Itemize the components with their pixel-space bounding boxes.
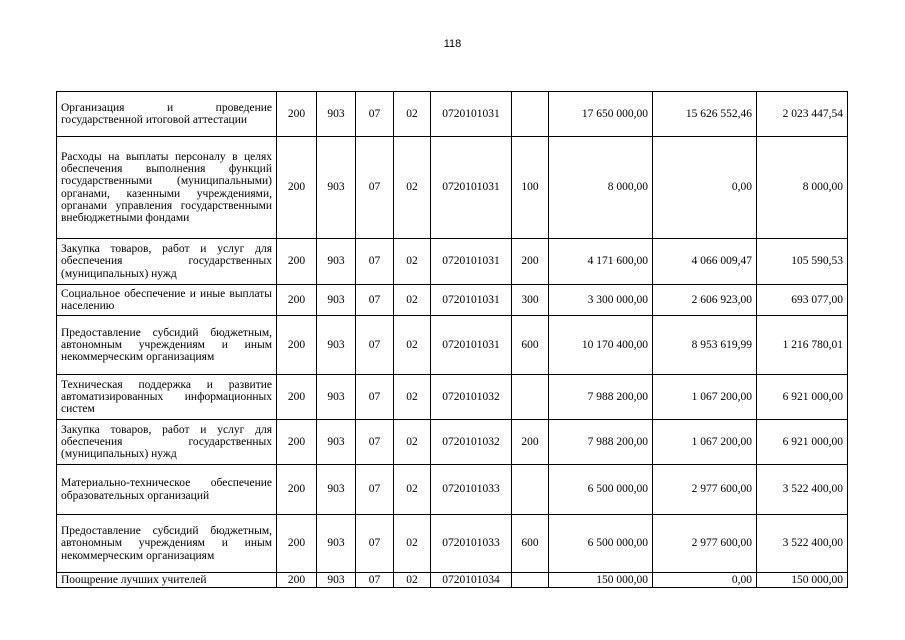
row-description: Материально-техническое обеспечение образовательных организаций [57, 465, 277, 515]
cell-subsection: 02 [394, 239, 431, 285]
cell-remaining: 6 921 000,00 [757, 420, 848, 465]
cell-executed: 1 067 200,00 [653, 375, 757, 420]
cell-remaining: 2 023 447,54 [757, 92, 848, 137]
cell-assigned: 6 500 000,00 [549, 465, 653, 515]
cell-executed: 0,00 [653, 137, 757, 239]
table-row [57, 316, 848, 375]
cell-assigned: 8 000,00 [549, 137, 653, 239]
cell-subsection: 02 [394, 515, 431, 573]
row-description: Предоставление субсидий бюджетным, автономным учреждениям и иным некоммерческим организациям [57, 515, 277, 573]
cell-executed: 4 066 009,47 [653, 239, 757, 285]
cell-target-code: 0720101031 [431, 137, 512, 239]
cell-target-code: 0720101033 [431, 465, 512, 515]
cell-grbs: 903 [317, 420, 356, 465]
cell-section: 07 [356, 316, 394, 375]
row-description: Поощрение лучших учителей [57, 573, 277, 588]
cell-remaining: 3 522 400,00 [757, 515, 848, 573]
cell-expense-type: 200 [512, 420, 549, 465]
table-row [57, 573, 848, 588]
cell-expense-type: 200 [512, 239, 549, 285]
cell-remaining: 105 590,53 [757, 239, 848, 285]
cell-executed: 1 067 200,00 [653, 420, 757, 465]
cell-grbs: 903 [317, 285, 356, 316]
cell-target-code: 0720101031 [431, 285, 512, 316]
cell-admin: 200 [277, 239, 317, 285]
cell-target-code: 0720101033 [431, 515, 512, 573]
cell-section: 07 [356, 420, 394, 465]
cell-section: 07 [356, 137, 394, 239]
row-description: Техническая поддержка и развитие автоматизированных информационных систем [57, 375, 277, 420]
cell-expense-type [512, 465, 549, 515]
cell-remaining: 6 921 000,00 [757, 375, 848, 420]
cell-remaining: 693 077,00 [757, 285, 848, 316]
row-description: Организация и проведение государственной итоговой аттестации [57, 92, 277, 137]
cell-expense-type: 600 [512, 316, 549, 375]
cell-target-code: 0720101032 [431, 420, 512, 465]
cell-executed: 2 977 600,00 [653, 465, 757, 515]
table-row [57, 465, 848, 515]
cell-admin: 200 [277, 316, 317, 375]
cell-admin: 200 [277, 137, 317, 239]
cell-assigned: 10 170 400,00 [549, 316, 653, 375]
table-row [57, 420, 848, 465]
cell-expense-type: 600 [512, 515, 549, 573]
cell-target-code: 0720101031 [431, 92, 512, 137]
cell-subsection: 02 [394, 375, 431, 420]
cell-subsection: 02 [394, 316, 431, 375]
cell-executed: 2 606 923,00 [653, 285, 757, 316]
cell-expense-type: 100 [512, 137, 549, 239]
cell-admin: 200 [277, 375, 317, 420]
cell-section: 07 [356, 92, 394, 137]
cell-section: 07 [356, 465, 394, 515]
cell-expense-type [512, 573, 549, 588]
cell-admin: 200 [277, 515, 317, 573]
cell-assigned: 7 988 200,00 [549, 375, 653, 420]
cell-assigned: 4 171 600,00 [549, 239, 653, 285]
cell-section: 07 [356, 573, 394, 588]
cell-admin: 200 [277, 465, 317, 515]
cell-subsection: 02 [394, 285, 431, 316]
cell-section: 07 [356, 239, 394, 285]
table-row [57, 137, 848, 239]
cell-grbs: 903 [317, 239, 356, 285]
cell-subsection: 02 [394, 573, 431, 588]
cell-grbs: 903 [317, 465, 356, 515]
cell-remaining: 8 000,00 [757, 137, 848, 239]
cell-target-code: 0720101032 [431, 375, 512, 420]
cell-subsection: 02 [394, 420, 431, 465]
cell-section: 07 [356, 375, 394, 420]
cell-executed: 2 977 600,00 [653, 515, 757, 573]
table-row [57, 375, 848, 420]
cell-target-code: 0720101034 [431, 573, 512, 588]
cell-section: 07 [356, 285, 394, 316]
cell-expense-type [512, 375, 549, 420]
cell-executed: 15 626 552,46 [653, 92, 757, 137]
table-row [57, 285, 848, 316]
cell-grbs: 903 [317, 92, 356, 137]
row-description: Закупка товаров, работ и услуг для обеспечения государственных (муниципальных) нужд [57, 420, 277, 465]
cell-remaining: 150 000,00 [757, 573, 848, 588]
cell-target-code: 0720101031 [431, 316, 512, 375]
cell-admin: 200 [277, 573, 317, 588]
row-description: Закупка товаров, работ и услуг для обеспечения государственных (муниципальных) нужд [57, 239, 277, 285]
cell-assigned: 7 988 200,00 [549, 420, 653, 465]
cell-grbs: 903 [317, 137, 356, 239]
cell-executed: 0,00 [653, 573, 757, 588]
cell-assigned: 17 650 000,00 [549, 92, 653, 137]
row-description: Социальное обеспечение и иные выплаты населению [57, 285, 277, 316]
cell-admin: 200 [277, 92, 317, 137]
row-description: Предоставление субсидий бюджетным, автономным учреждениям и иным некоммерческим организациям [57, 316, 277, 375]
table-body [57, 92, 848, 588]
cell-grbs: 903 [317, 515, 356, 573]
row-description: Расходы на выплаты персоналу в целях обеспечения выполнения функций государственными (муниципальными) органами, казенными учреждениями, органами управления государственными внебюджетными фондами [57, 137, 277, 239]
cell-grbs: 903 [317, 375, 356, 420]
cell-assigned: 150 000,00 [549, 573, 653, 588]
cell-assigned: 3 300 000,00 [549, 285, 653, 316]
cell-subsection: 02 [394, 92, 431, 137]
cell-expense-type: 300 [512, 285, 549, 316]
cell-executed: 8 953 619,99 [653, 316, 757, 375]
cell-section: 07 [356, 515, 394, 573]
cell-grbs: 903 [317, 573, 356, 588]
cell-subsection: 02 [394, 465, 431, 515]
table-row [57, 515, 848, 573]
cell-subsection: 02 [394, 137, 431, 239]
cell-remaining: 3 522 400,00 [757, 465, 848, 515]
cell-grbs: 903 [317, 316, 356, 375]
cell-admin: 200 [277, 285, 317, 316]
table-row [57, 239, 848, 285]
budget-table [56, 91, 848, 588]
cell-remaining: 1 216 780,01 [757, 316, 848, 375]
page-number: 118 [443, 38, 462, 50]
cell-target-code: 0720101031 [431, 239, 512, 285]
cell-assigned: 6 500 000,00 [549, 515, 653, 573]
cell-admin: 200 [277, 420, 317, 465]
table-row [57, 92, 848, 137]
cell-expense-type [512, 92, 549, 137]
